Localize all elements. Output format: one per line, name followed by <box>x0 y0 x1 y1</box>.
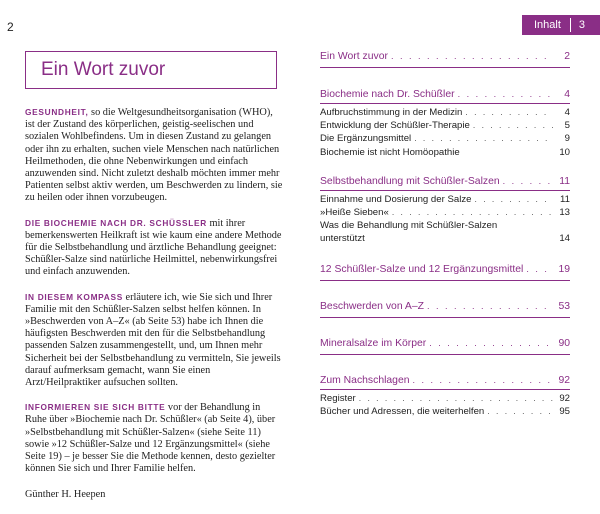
section-rule <box>320 317 570 318</box>
toc-section-heading[interactable] <box>320 301 570 312</box>
toc-entry-page: 92 <box>559 392 570 404</box>
toc-section-page: 4 <box>564 89 570 100</box>
toc-entry-title: Was die Behandlung mit Schüßler-Salzen <box>320 220 498 232</box>
toc-section-page: 11 <box>559 175 570 187</box>
leader-dots <box>487 406 553 416</box>
toc-entry[interactable] <box>320 406 570 419</box>
toc-section <box>320 89 570 176</box>
section-rule <box>320 280 570 281</box>
paragraph <box>25 291 283 390</box>
leader-dots <box>458 89 553 99</box>
foreword-title-text: Ein Wort zuvor <box>41 59 166 80</box>
toc-entry-title: Register <box>320 392 356 404</box>
foreword-body <box>25 106 283 514</box>
toc-entry[interactable] <box>320 120 570 133</box>
toc-entry-page: 95 <box>559 405 570 417</box>
section-rule <box>320 389 570 390</box>
toc-section-title: Selbstbehandlung mit Schüßler-Salzen <box>320 175 500 187</box>
toc-section-title: Beschwerden von A–Z <box>320 300 424 312</box>
toc-section-page: 19 <box>558 263 570 275</box>
toc-section <box>320 176 570 264</box>
section-rule <box>320 103 570 104</box>
toc-section <box>320 338 570 355</box>
page-number-left: 2 <box>7 20 14 34</box>
leader-dots <box>474 194 553 204</box>
leader-dots <box>413 375 553 385</box>
toc-entry[interactable] <box>320 147 570 160</box>
toc-entry-page: 5 <box>564 120 570 132</box>
toc-section-heading[interactable] <box>320 338 570 349</box>
toc-entry-page: 9 <box>564 133 570 145</box>
paragraph <box>25 106 283 205</box>
toc-entry[interactable] <box>320 233 570 246</box>
toc-section-page: 92 <box>558 374 570 386</box>
paragraph-text: erläutere ich, wie Sie sich und Ihrer Familie mit den Schüßler-Salzen selbst helfen können. In »Beschwerden von A–Z« (ab Seite 53) habe ich Ihnen die häufigsten Beschwerden mit den für die Selbstbehandlung passenden Salzen zusammengestellt, und, um Ihnen mehr Sicherheit bei der Selbstbehandlung zu vermitteln, Sie jeweils darauf aufmerksam gemacht, wann Sie einen Arzt/Heilpraktiker aufsuchen sollten. <box>25 291 281 389</box>
paragraph-lead: IN DIESEM KOMPASS <box>25 291 123 302</box>
toc-entry-title: »Heiße Sieben« <box>320 206 389 218</box>
toc-entry-title: Aufbruchstimmung in der Medizin <box>320 107 463 118</box>
toc-entry-title: Entwicklung der Schüßler-Therapie <box>320 120 470 132</box>
paragraph <box>25 217 283 279</box>
contents-tab-label: Inhalt <box>534 19 561 31</box>
toc-section <box>320 264 570 281</box>
toc-section-page: 2 <box>564 51 570 62</box>
toc-section-title: 12 Schüßler-Salze und 12 Ergänzungsmittel <box>320 263 524 275</box>
toc-section-heading[interactable] <box>320 264 570 275</box>
section-rule <box>320 354 570 355</box>
leader-dots <box>473 120 553 130</box>
toc-section-heading[interactable] <box>320 375 570 386</box>
toc-entry[interactable] <box>320 133 570 146</box>
toc-section-page: 90 <box>558 337 570 349</box>
toc-entry-page: 11 <box>560 193 570 205</box>
toc-entry[interactable] <box>320 393 570 406</box>
leader-dots <box>414 133 553 143</box>
author-signature: Günther H. Heepen <box>25 489 106 501</box>
leader-dots <box>526 264 553 274</box>
toc-entry-title: Biochemie ist nicht Homöopathie <box>320 146 460 158</box>
paragraph-lead: DIE BIOCHEMIE NACH DR. SCHÜSSLER <box>25 217 207 228</box>
toc-entry[interactable] <box>320 107 570 120</box>
toc-section-page: 53 <box>558 300 570 312</box>
toc-entry-title: Einnahme und Dosierung der Salze <box>320 193 472 205</box>
toc-entry-page: 10 <box>559 146 570 158</box>
paragraph-text: so die Weltgesundheitsorganisation (WHO), ist der Zustand des körperlichen, geistig-seelischen und sozialen Wohlbefindens. Um in diesen Zustand zu gelangen oder ihn zu erhalten, suchen viele Menschen nach natürlichen Heilmethoden, die ohne Nebenwirkungen und einfach anzuwenden sind. Nicht zuletzt deshalb möchten immer mehr Patienten selbst aktiv werden, um Beschwerden zu lindern, sie zu heilen oder ihnen vorzubeugen. <box>25 107 283 204</box>
section-rule <box>320 67 570 68</box>
toc-section-title: Zum Nachschlagen <box>320 374 410 386</box>
toc-section-heading[interactable] <box>320 89 570 100</box>
paragraph <box>25 401 283 475</box>
toc-section-title: Ein Wort zuvor <box>320 51 388 62</box>
toc-entry-page: 13 <box>559 206 570 218</box>
leader-dots <box>359 393 553 403</box>
toc-entry[interactable] <box>320 194 570 207</box>
paragraph-lead: GESUNDHEIT, <box>25 107 89 117</box>
leader-dots <box>427 301 553 311</box>
contents-tab <box>522 15 600 35</box>
toc-section-title: Biochemie nach Dr. Schüßler <box>320 89 455 100</box>
toc-section-heading[interactable] <box>320 176 570 187</box>
leader-dots <box>465 107 553 117</box>
leader-dots <box>392 207 553 217</box>
tab-separator <box>570 18 571 32</box>
paragraph-lead: INFORMIEREN SIE SICH BITTE <box>25 402 166 413</box>
toc-section <box>320 301 570 318</box>
toc-entry-page: 4 <box>564 107 570 118</box>
paragraph-text: vor der Behandlung in Ruhe über »Biochemie nach Dr. Schüßler« (ab Seite 4), über »Selbstbehandlung mit Schüßler-Salzen« (siehe Seite 11) sowie »12 Schüßler-Salze und 12 Ergänzungsmittel« (siehe Seite 19) – je besser Sie die Methode kennen, desto gezielter können Sie sich und Ihrer Familie helfen. <box>25 402 276 475</box>
leader-dots <box>503 176 553 186</box>
table-of-contents <box>320 51 570 419</box>
toc-section-heading[interactable] <box>320 51 570 62</box>
toc-section-title: Mineralsalze im Körper <box>320 337 427 349</box>
leader-dots <box>391 51 553 61</box>
toc-section <box>320 375 570 419</box>
page-number-right: 3 <box>578 19 586 31</box>
toc-entry-page: 14 <box>559 233 570 245</box>
toc-entry-title: unterstützt <box>320 233 365 245</box>
foreword-title <box>25 51 277 89</box>
section-rule <box>320 190 570 191</box>
paragraph-text: mit ihrer bemerkenswerten Heilkraft ist wie kaum eine andere Methode für die Selbstbehandlung und ärztliche Behandlung geeignet: Schüßler-Salze sind natürliche Heilmittel, nebenwirkungsfrei und einfach anzuwenden. <box>25 217 282 278</box>
leader-dots <box>429 338 553 348</box>
toc-section <box>320 51 570 68</box>
toc-entry[interactable] <box>320 207 570 220</box>
toc-entry-title: Bücher und Adressen, die weiterhelfen <box>320 405 485 417</box>
toc-entry-title: Die Ergänzungsmittel <box>320 133 412 145</box>
toc-entry[interactable] <box>320 220 570 233</box>
